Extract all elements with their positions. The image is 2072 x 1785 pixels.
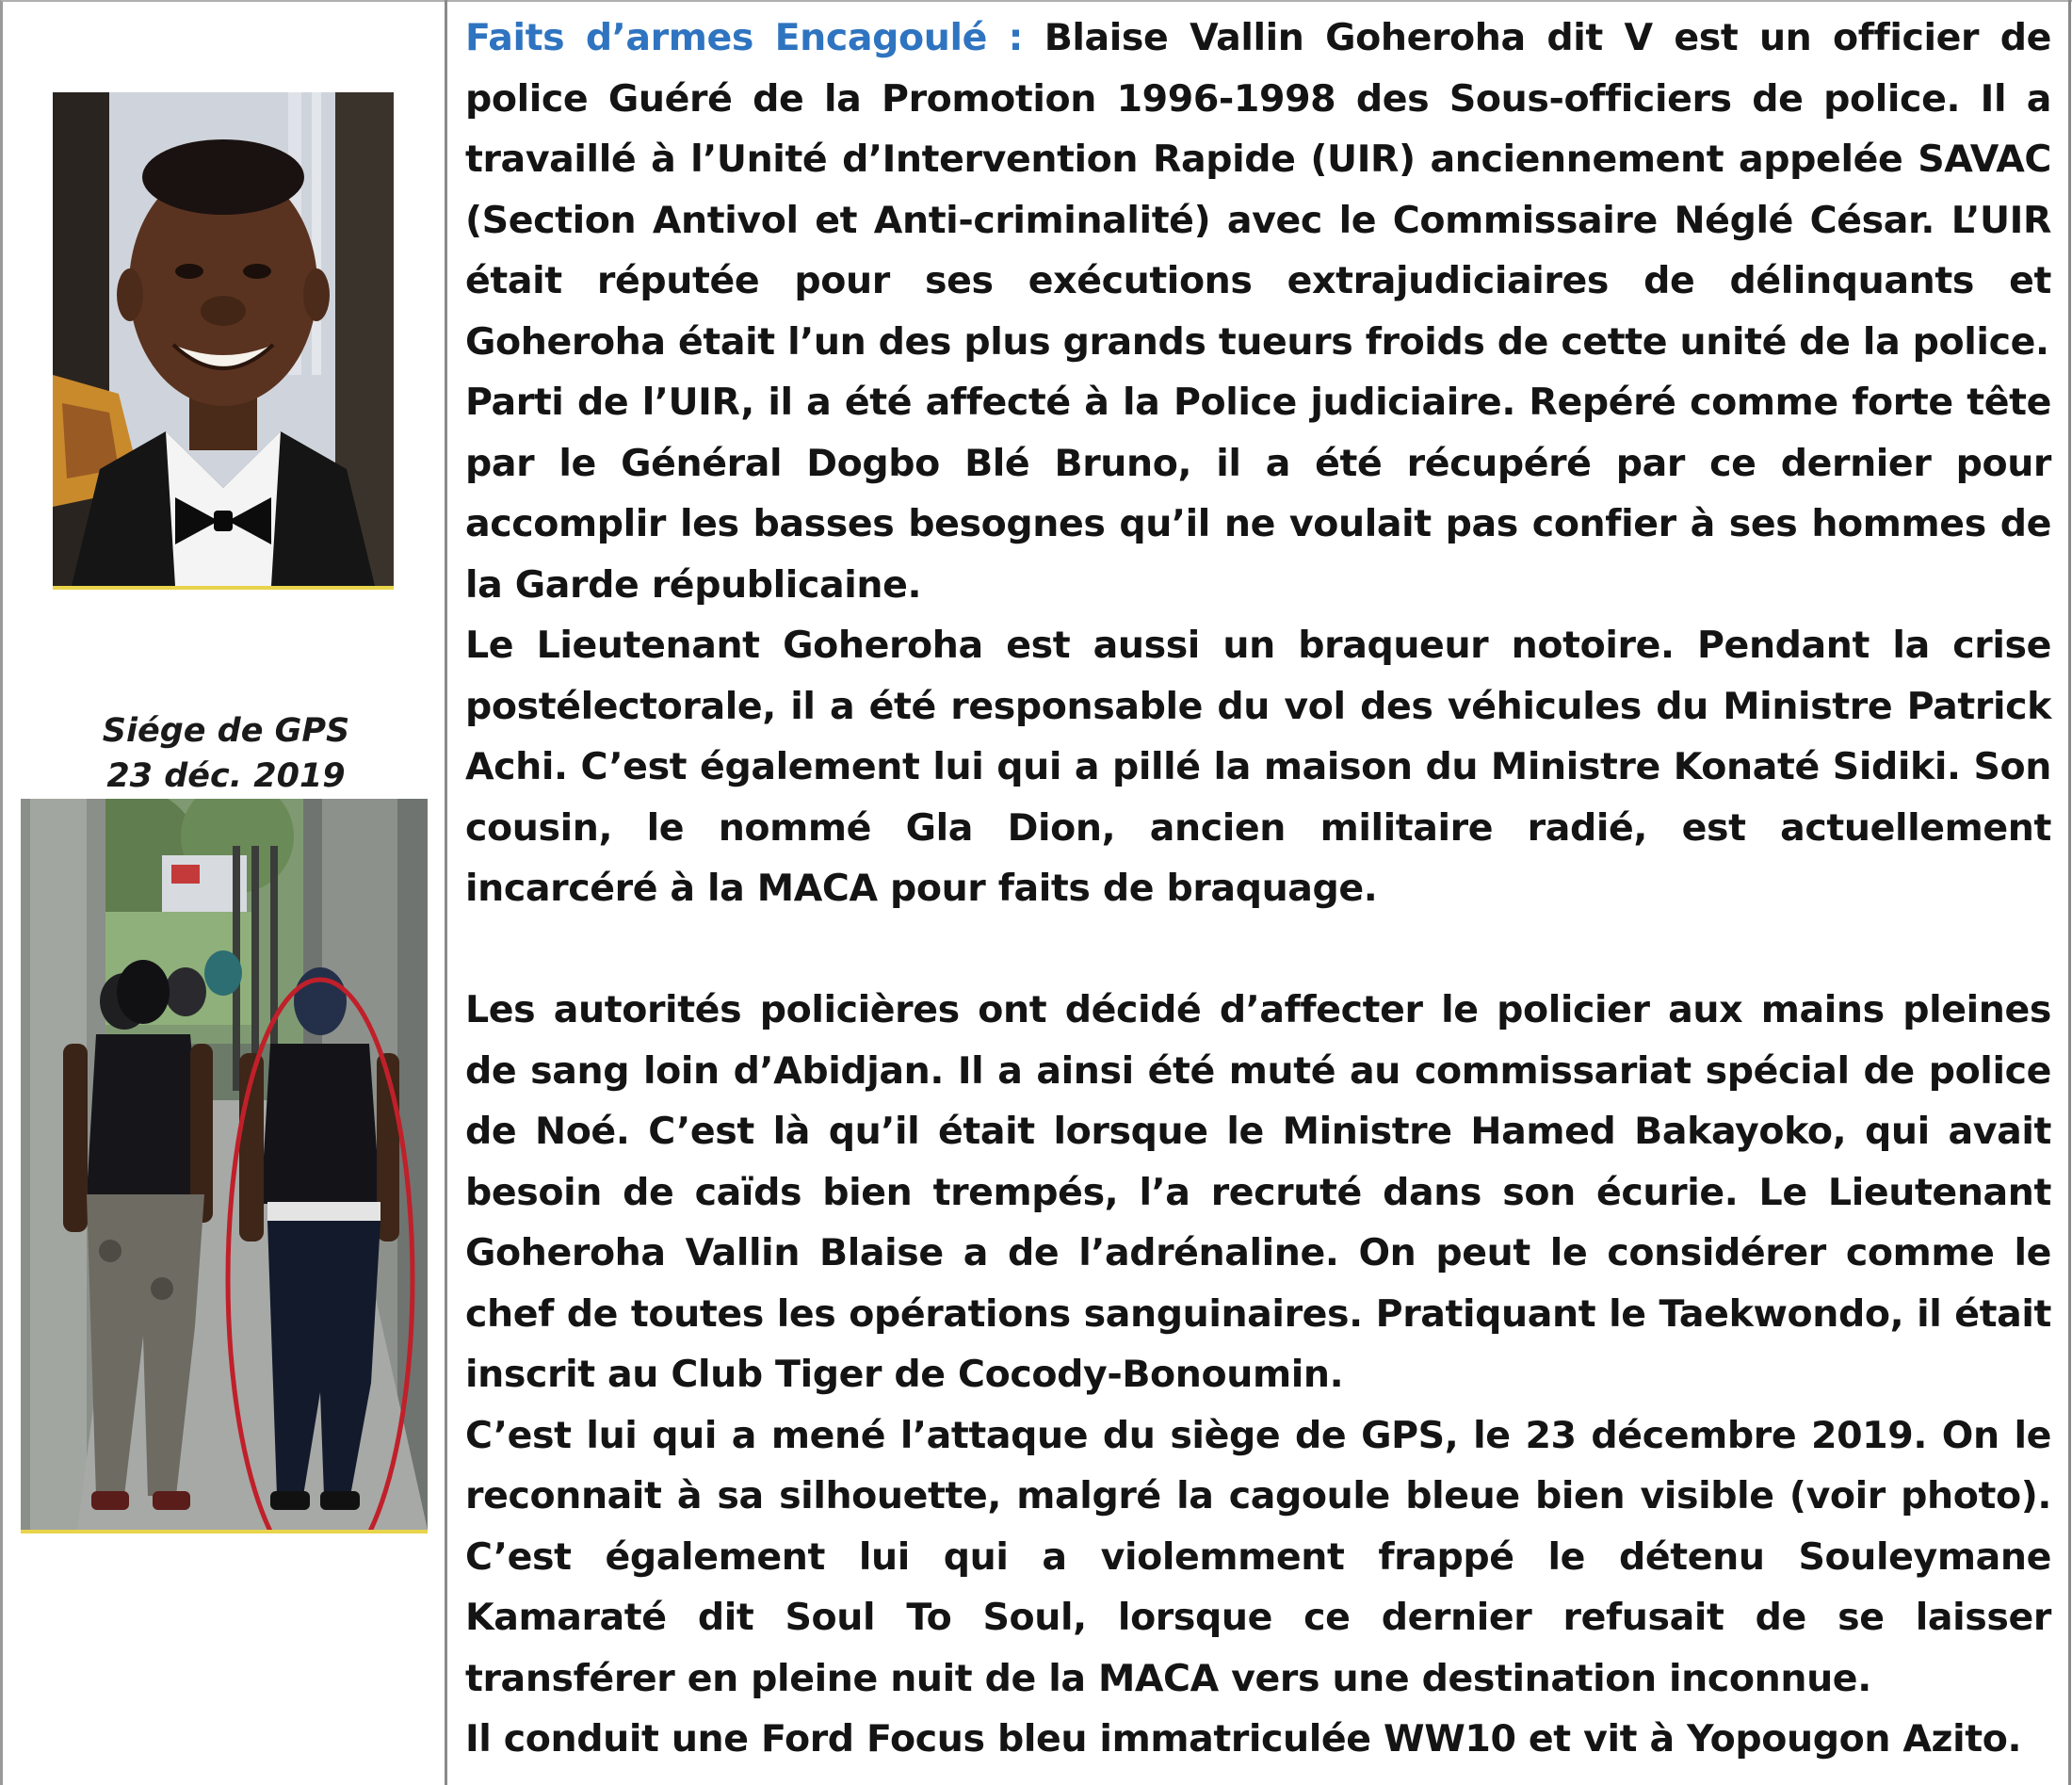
paragraph-police-judiciaire: Parti de l’UIR, il a été affecté à la Police judiciaire. Repéré comme forte tête par le Général Dogbo Blé Bruno, il a été récupéré par ce dernier pour accomplir les basses besognes qu’il ne voulait pas confier à ses hommes de la Garde républicaine. [465,381,2051,607]
paragraph-gap [465,919,2051,981]
lead-label: Faits d’armes Encagoulé : [465,16,1024,59]
attack-scene-photo [21,799,428,1533]
portrait-photo [53,92,394,590]
paragraph-text: Blaise Vallin Goheroha dit V est un officier de police Guéré de la Promotion 1996-1998 des Sous-officiers de police. Il a travaillé à l’Unité d’Intervention Rapide (UIR) anciennement appelée SAVAC (Section Antivol et Anti-criminalité) avec le Commissaire Néglé César. L’UIR était réputée pour ses exécutions extrajudiciaires de délinquants et Goheroha était l’un des plus grands tueurs froids de cette unité de la police. [465,16,2051,364]
caption-location: Siége de GPS [102,712,350,750]
paragraph-intro [465,8,2051,372]
article-body [465,8,2051,1770]
column-divider [445,0,447,1785]
caption-date: 23 déc. 2019 [106,757,346,795]
photo-caption [19,708,433,799]
paragraph-attaque-gps: C’est lui qui a mené l’attaque du siège de GPS, le 23 décembre 2019. On le reconnait à sa silhouette, malgré la cagoule bleue bien visible (voir photo). C’est également lui qui a violemment frappé le détenu Souleymane Kamaraté dit Soul To Soul, lorsque ce dernier refusait de se laisser transférer en pleine nuit de la MACA vers une destination inconnue. [465,1413,2051,1700]
paragraph-vehicule: Il conduit une Ford Focus bleu immatriculée WW10 et vit à Yopougon Azito. [465,1717,2022,1761]
paragraph-mutation: Les autorités policières ont décidé d’affecter le policier aux mains pleines de sang loin d’Abidjan. Il a ainsi été muté au commissariat spécial de police de Noé. C’est là qu’il était lorsque le Ministre Hamed Bakayoko, qui avait besoin de caïds bien trempés, l’a recruté dans son écurie. Le Lieutenant Goheroha Vallin Blaise a de l’adrénaline. On peut le considérer comme le chef de toutes les opérations sanguinaires. Pratiquant le Taekwondo, il était inscrit au Club Tiger de Cocody-Bonoumin. [465,988,2051,1396]
right-border [2068,0,2071,1785]
paragraph-braqueur: Le Lieutenant Goheroha est aussi un braqueur notoire. Pendant la crise postélectorale, il a été responsable du vol des véhicules du Ministre Patrick Achi. C’est également lui qui a pillé la maison du Ministre Konaté Sidiki. Son cousin, le nommé Gla Dion, ancien militaire radié, est actuellement incarcéré à la MACA pour faits de braquage. [465,624,2051,910]
